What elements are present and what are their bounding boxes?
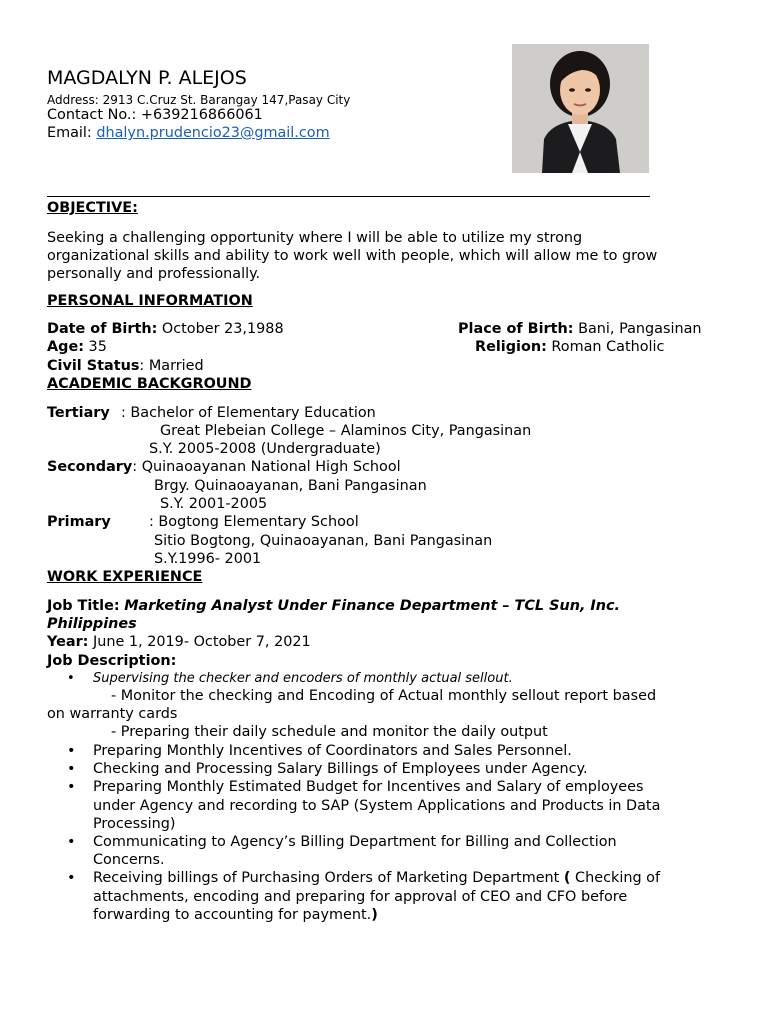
- age-row: [47, 339, 107, 355]
- job-title-value-2: Philippines: [47, 616, 137, 632]
- bullet-text-part: Receiving billings of Purchasing Orders of Marketing Department: [93, 870, 564, 887]
- job-description-label-text: Job Description:: [47, 653, 177, 669]
- secondary-line: Brgy. Quinaoayanan, Bani Pangasinan: [154, 478, 427, 494]
- list-item: [47, 778, 737, 833]
- secondary-line: : Quinaoayanan National High School: [132, 459, 401, 475]
- bullet-text: [93, 906, 737, 924]
- bullet-text: Communicating to Agency’s Billing Department for Billing and Collection: [93, 834, 617, 851]
- bullet-text-part: forwarding to accounting for payment.: [93, 906, 372, 923]
- bullet-text: Processing): [93, 815, 176, 832]
- address-line: Address: 2913 C.Cruz St. Barangay 147,Pasay City: [47, 93, 351, 107]
- email-link[interactable]: dhalyn.prudencio23@gmail.com: [96, 125, 330, 141]
- email-label: Email:: [47, 125, 92, 141]
- bullet-dot: •: [67, 761, 76, 778]
- job-title-label: Job Title:: [47, 598, 120, 614]
- list-item: [47, 833, 737, 869]
- work-heading: WORK EXPERIENCE: [47, 569, 203, 585]
- religion-value: Roman Catholic: [551, 339, 665, 355]
- tertiary-line: Great Plebeian College – Alaminos City, Pangasinan: [160, 423, 532, 439]
- objective-line: organizational skills and ability to work well with people, which will allow me to grow: [47, 248, 658, 264]
- job-title-value: Marketing Analyst Under Finance Department – TCL Sun, Inc.: [124, 598, 621, 614]
- personal-info-heading: PERSONAL INFORMATION: [47, 293, 253, 309]
- bullet-paren: ): [371, 906, 378, 923]
- bullet-text: attachments, encoding and preparing for approval of CEO and CFO before: [93, 888, 628, 905]
- year-label: Year:: [47, 634, 89, 650]
- pob-value: Bani, Pangasinan: [578, 321, 702, 337]
- objective-heading: OBJECTIVE:: [47, 200, 138, 216]
- pob-label: Place of Birth:: [458, 321, 574, 337]
- contact-number: +639216866061: [140, 107, 263, 123]
- sub-item-cont: on warranty cards: [47, 706, 178, 722]
- civil-status-label: Civil Status: [47, 358, 140, 374]
- age-label: Age:: [47, 339, 84, 355]
- tertiary-line: S.Y. 2005-2008 (Undergraduate): [149, 441, 381, 457]
- dob-label: Date of Birth:: [47, 321, 158, 337]
- bullet-dot: •: [67, 779, 76, 796]
- job-description-label: [47, 653, 176, 669]
- list-item: [47, 760, 737, 778]
- primary-label: Primary: [47, 514, 111, 530]
- dob-row: [47, 321, 284, 337]
- academic-heading: ACADEMIC BACKGROUND: [47, 376, 252, 392]
- year-row: [47, 634, 311, 650]
- bullet-text: [93, 869, 737, 887]
- contact-line: [47, 107, 263, 123]
- duties-list: [47, 742, 737, 924]
- bullet-text: Supervising the checker and encoders of monthly actual sellout.: [93, 671, 513, 686]
- year-value: June 1, 2019- October 7, 2021: [93, 634, 311, 650]
- tertiary-label-row: [47, 405, 110, 421]
- bullet-dot: •: [67, 834, 76, 851]
- bullet-dot: •: [67, 671, 75, 686]
- email-line: [47, 125, 330, 141]
- applicant-photo: [512, 44, 649, 173]
- civil-status-row: [47, 358, 204, 374]
- primary-label-row: [47, 514, 111, 530]
- bullet-text: under Agency and recording to SAP (System Applications and Products in Data: [93, 797, 661, 814]
- job-title-row-2: [47, 616, 137, 632]
- primary-line: S.Y.1996- 2001: [154, 551, 262, 567]
- bullet-dot: •: [67, 743, 76, 759]
- secondary-label: Secondary: [47, 459, 133, 475]
- secondary-line: S.Y. 2001-2005: [160, 496, 268, 512]
- separator-line: [47, 182, 650, 197]
- tertiary-label: Tertiary: [47, 405, 110, 421]
- sub-item: - Monitor the checking and Encoding of Actual monthly sellout report based: [111, 688, 657, 704]
- bullet-text: Preparing Monthly Estimated Budget for Incentives and Salary of employees: [93, 779, 644, 796]
- portrait-image: [512, 44, 649, 173]
- religion-row: [475, 339, 664, 355]
- bullet-dot: •: [67, 870, 76, 887]
- age-value: 35: [88, 339, 107, 355]
- primary-line: Sitio Bogtong, Quinaoayanan, Bani Pangasinan: [154, 533, 493, 549]
- civil-status-value: : Married: [139, 358, 204, 374]
- primary-line: : Bogtong Elementary School: [149, 514, 359, 530]
- objective-line: Seeking a challenging opportunity where I will be able to utilize my strong: [47, 230, 583, 246]
- list-item: [47, 869, 737, 924]
- sub-item: - Preparing their daily schedule and monitor the daily output: [111, 724, 548, 740]
- job-title-row: [47, 598, 620, 614]
- dob-value: October 23,1988: [161, 321, 284, 337]
- bullet-text-part: Checking of: [570, 870, 661, 887]
- tertiary-line: : Bachelor of Elementary Education: [121, 405, 376, 421]
- bullet-paren: (: [563, 870, 571, 887]
- religion-label: Religion:: [475, 339, 547, 355]
- bullet-text: Concerns.: [93, 852, 165, 869]
- secondary-row: [47, 459, 401, 475]
- bullet-text: Preparing Monthly Incentives of Coordinators and Sales Personnel.: [93, 743, 572, 759]
- list-item: [47, 742, 737, 760]
- contact-label: Contact No.:: [47, 107, 137, 123]
- objective-line: personally and professionally.: [47, 266, 261, 282]
- objective-text: [47, 229, 727, 283]
- bullet-text: Checking and Processing Salary Billings of Employees under Agency.: [93, 761, 588, 778]
- pob-row: [458, 321, 702, 337]
- applicant-name: MAGDALYN P. ALEJOS: [47, 67, 247, 89]
